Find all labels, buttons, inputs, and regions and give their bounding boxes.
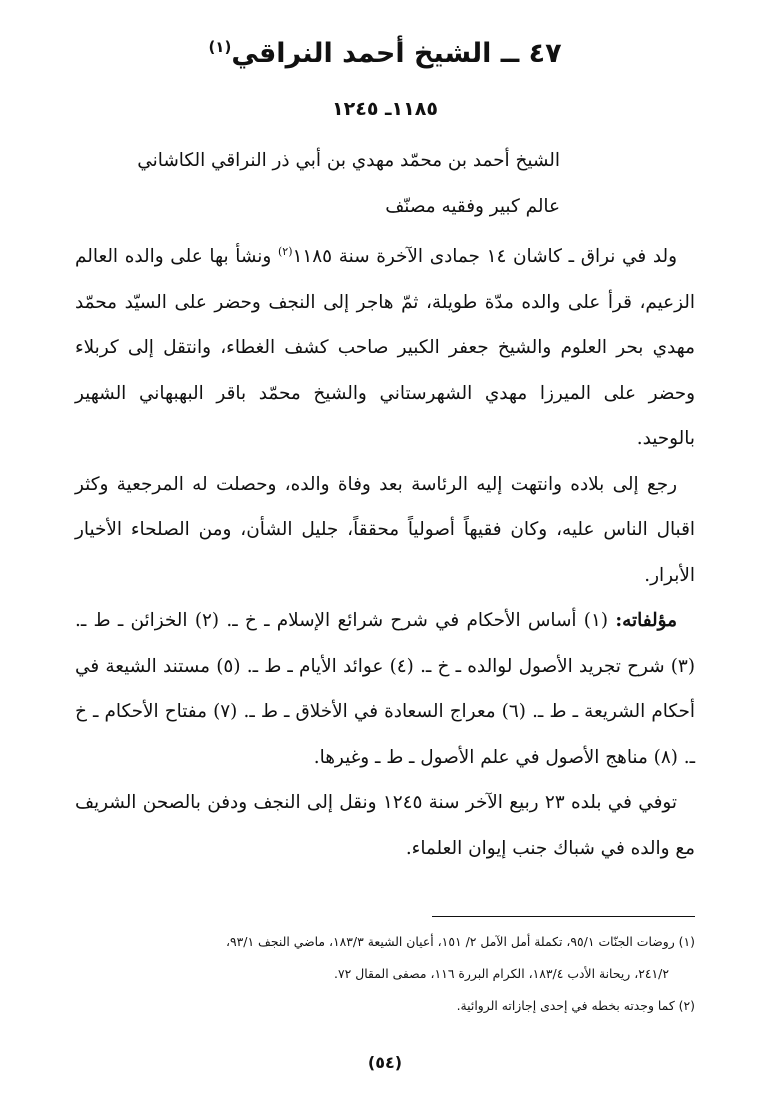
footnotes: [75, 926, 695, 1022]
body-text: [75, 138, 695, 871]
return-paragraph: رجع إلى بلاده وانتهت إليه الرئاسة بعد وفاة والده، وحصلت له المرجعية وكثر اقبال الناس عليه، وكان فقيهاً أصولياً محققاً، جليل الشأن، ومن الصلحاء الأخيار الأبرار.: [75, 473, 695, 586]
entry-title-text: ٤٧ ــ الشيخ أحمد النراقي: [231, 38, 562, 69]
footnote-divider: [432, 916, 695, 917]
works-label: مؤلفاته:: [615, 610, 677, 632]
entry-dates: ١١٨٥ـ ١٢٤٥: [332, 98, 438, 120]
death-paragraph: توفي في بلده ٢٣ ربيع الآخر سنة ١٢٤٥ ونقل إلى النجف ودفن بالصحن الشريف مع والده في شباك جنب إيوان العلماء.: [75, 792, 695, 859]
title-footnote-marker: (١): [208, 38, 232, 56]
footnote-1-continued: ٢٤١/٢، ريحانة الأدب ١٨٣/٤، الكرام البررة ١١٦، مصفى المقال ٧٢.: [334, 966, 669, 981]
birth-text: ولد في نراق ـ كاشان ١٤ جمادى الآخرة سنة ١١٨٥: [292, 246, 677, 268]
works-paragraph: [75, 598, 695, 780]
footnote-1: (١) روضات الجنّات ٩٥/١، تكملة أمل الآمل ٢/ ١٥١، أعيان الشيعة ١٨٣/٣، ماضي النجف ٩٣/١،: [225, 934, 695, 949]
works-list: (١) أساس الأحكام في شرح شرائع الإسلام ـ خ ـ. (٢) الخزائن ـ ط ـ. (٣) شرح تجريد الأصول لوالده ـ خ ـ. (٤) عوائد الأيام ـ ط ـ. (٥) مستند الشيعة في أحكام الشريعة ـ ط ـ. (٦) معراج السعادة في الأخلاق ـ ط ـ. (٧) مفتاح الأحكام ـ خ ـ. (٨) مناهج الأصول في علم الأصول ـ ط ـ وغيرها.: [75, 610, 695, 768]
birth-text-rest: ونشأ بها على والده العالم الزعيم، قرأ على والده مدّة طويلة، ثمّ هاجر إلى النجف وحضر على السيّد محمّد مهدي بحر العلوم والشيخ جعفر الكبير صاحب كشف الغطاء، وانتقل إلى كربلاء وحضر على الميرزا مهدي الشهرستاني والشيخ محمّد باقر البهبهاني الشهير بالوحيد.: [75, 246, 695, 450]
entry-title: [0, 38, 770, 69]
name-line: الشيخ أحمد بن محمّد مهدي بن أبي ذر النراقي الكاشاني: [137, 150, 560, 171]
birth-paragraph: [75, 229, 695, 462]
description-line: عالم كبير وفقيه مصنّف: [385, 195, 560, 217]
birth-footnote-marker: (٢): [278, 245, 293, 258]
footnote-2: (٢) كما وجدته بخطه في إحدى إجازاته الروائية.: [456, 998, 695, 1013]
page-number: (٥٤): [367, 1053, 403, 1072]
